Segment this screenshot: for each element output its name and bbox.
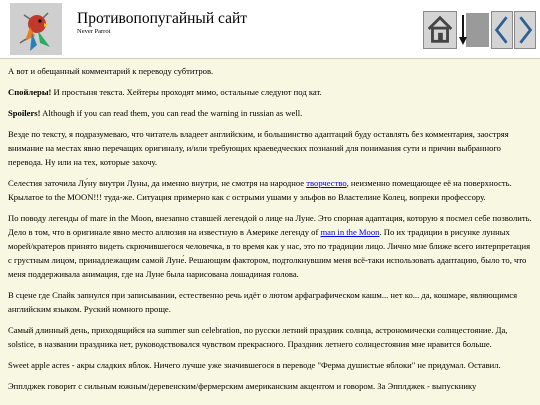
luna-text-b: , неизменно помещающее её на поверхность. Крылатое to the MOON!!! туда-же. Ситуация примерно как с острыми ушами у эльфов во Властелине Колец, вопреки профессору. — [8, 178, 512, 202]
spoilers-ru-label: Спойлеры! — [8, 87, 52, 97]
down-button[interactable] — [458, 11, 490, 49]
site-subtitle: Never Parrot — [77, 28, 111, 35]
site-header — [0, 0, 540, 59]
home-button[interactable] — [423, 11, 457, 49]
spoilers-en-text: Although if you can read them, you can read the warning in russian as well. — [40, 108, 303, 118]
luna-text-a: Селестия заточила Лу́ну внутри Луны, да именно внутри, не смотря на народное — [8, 178, 307, 188]
parrot-logo-icon[interactable] — [10, 3, 62, 55]
home-icon — [424, 12, 456, 48]
paragraph-mare-in-moon — [8, 211, 532, 281]
prev-button[interactable] — [491, 11, 513, 49]
article-content — [8, 64, 532, 400]
site-title: Противопопугайный сайт — [77, 10, 248, 27]
paragraph-spike: В сцене где Спайк запнулся при записывании, естественно речь идёт о лютом арфаграфическом кашм... нет ко... да, кошмаре, являющимся английским языком. Руский номного проще. — [8, 290, 518, 314]
paragraph-solstice: Самый длинный день, приходящийся на summer sun celebration, по русски летний праздник солнца, астрономически солнцестояние. Да, solstice, в названии праздника нет, руководствовался чувством прекрасного. Праздник летнего солнцестояния мне нравится больше. — [8, 325, 508, 349]
spoilers-en-label: Spoilers! — [8, 108, 41, 118]
paragraph-spoilers-ru — [8, 85, 532, 99]
paragraph-sweet-apple-acres: Sweet apple acres - акры сладких яблок. Ничего лучше уже значившегося в переводе "Ферма душистые яблоки" не придумал. Оставил. — [8, 360, 501, 370]
chevron-right-icon — [515, 12, 535, 48]
down-arrow-icon — [458, 11, 490, 49]
next-button[interactable] — [514, 11, 536, 49]
spoilers-ru-text: И простыня текста. Хейтеры проходят мимо, остальные следуют под кат. — [51, 87, 322, 97]
man-in-the-moon-link[interactable]: man in the Moon — [320, 227, 380, 237]
paragraph-luna — [8, 176, 532, 204]
paragraph-spoilers-en — [8, 106, 532, 120]
paragraph-intro: А вот и обещанный комментарий к переводу субтитров. — [8, 66, 214, 76]
chevron-left-icon — [492, 12, 512, 48]
creativity-link[interactable]: творчество — [306, 178, 347, 188]
paragraph-translation-note: Везде по тексту, я подразумеваю, что читатель владеет английским, и большинство адаптаций буду оставлять без комментария, заостряя внимание на местах явно перечащих оригиналу, и/или требующих краеведческих познаний для понимания сути и причин выбранного перевода. Ну или на тех, которые захочу. — [8, 129, 509, 167]
paragraph-applejack: Эпплджек говорит с сильным южным/деревенским/фермерским американским акцентом и говором. За Эпплджек - выпускнику — [8, 381, 477, 391]
mare-text-b: . По их традиции в рисунке лунных морей/кратеров принято видеть скрючившегося человечка, в то время как у нас, это по традиции лицо. Лично мне ближе всего интерпретация с грустным лицом, принадлежащим самой Луне́. Решающим фактором, подтолкнувшим меня всё-таки использовать адаптацию, было то, что меня поддерживала анимация, где на Луне была нарисована лошадиная голова. — [8, 227, 531, 279]
mare-text-a: По поводу легенды of mare in the Moon, внезапно ставшей легендой о лице на Луне. Это спорная адаптация, которую я посмел себе позволить. Дело в том, что в оригинале явно место аллюзия на известную в Америке легенду of — [8, 213, 532, 237]
